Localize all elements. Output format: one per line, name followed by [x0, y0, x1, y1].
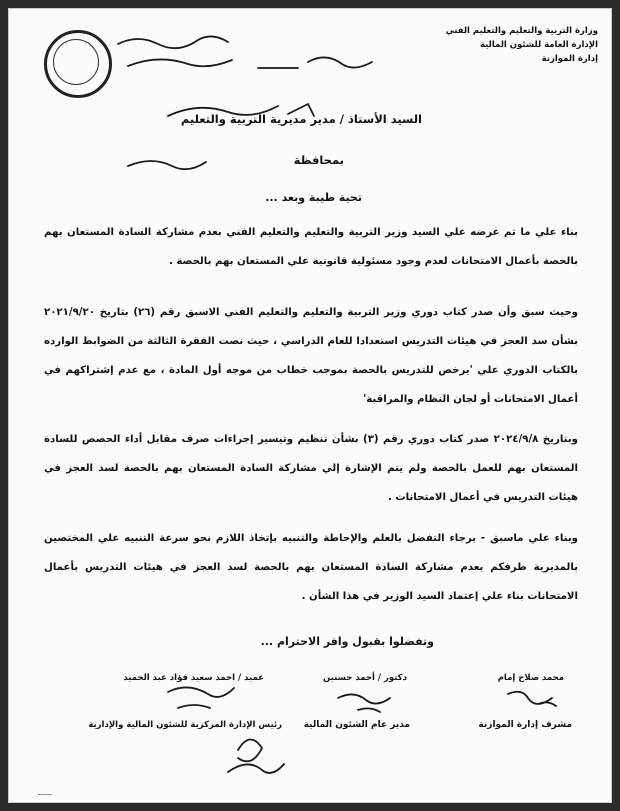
handwritten-signatures — [68, 680, 588, 780]
addressee-line2: بمحافظة — [293, 153, 344, 167]
paragraph-2: وحيث سبق وأن صدر كتاب دوري وزير التربية والتعليم والتعليم الفني الاسبق رقم (٢٦) بتاريخ ٢٠٢١/٩/٢٠ بشأن سد العجز في هيئات التدريس استعدادا للعام الدراسي ، حيث نصت الفقرة الثالثة من الضوابط الوارده بالكتاب الدوري علي 'يرخص للتدريس بالحصة بموجب خطاب من موجه أول المادة ، مع عدم إشتراكهم في أعمال الامتحانات أو لجان النظام والمراقبة' — [44, 307, 579, 405]
closing: وتفضلوا بقبول وافر الاحترام ... — [260, 635, 434, 648]
signatory-1-name: محمد صلاح إمام — [497, 673, 564, 683]
handwritten-annotation — [108, 26, 408, 176]
signatory-2-title: مدير عام الشئون المالية — [303, 720, 410, 730]
paragraph-4: وبناء علي ماسبق - برجاء التفضل بالعلم والإحاطة والتنبيه بإتخاذ اللازم نحو سرعة التنبيه علي المختصين بالمديرية طرفكم بعدم مشاركة السادة المستعان بهم بالحصة لسد العجز في هيئات التدريس بأعمال الامتحانات بناء علي إعتماد السيد الوزير في هذا الشأن . — [44, 533, 578, 602]
signatory-3-title: رئيس الإدارة المركزية للشئون المالية والإدارية — [88, 720, 282, 730]
addressee-line1: السيد الأستاذ / مدير مديرية التربية والتعليم — [180, 112, 422, 126]
signatory-3-name: عميد / احمد سعيد فؤاد عبد الحميد — [123, 673, 264, 683]
section-name: إدارة الموازنة — [541, 54, 598, 64]
official-seal — [44, 30, 112, 98]
ministry-name: وزارة التربية والتعليم والتعليم الفني — [445, 26, 598, 36]
document-page — [8, 8, 612, 803]
greeting: تحية طيبة وبعد ... — [265, 191, 362, 204]
signatory-2-name: دكتور / أحمد حسنين — [323, 673, 407, 683]
paragraph-3: وبتاريخ ٢٠٢٤/٩/٨ صدر كتاب دوري رقم (٣) بشأن تنظيم وتيسير إجراءات صرف مقابل أداء الحصص للسادة المستعان بهم للعمل بالحصة ولم يتم الإشارة إلي مشاركة السادة المستعان بهم بالحصة لسد العجز في هيئات التدريس في أعمال الامتحانات . — [44, 434, 578, 503]
paragraph-1: بناء علي ما تم عرضه علي السيد وزير التربية والتعليم والتعليم الفني بعدم مشاركة السادة المستعان بهم بالحصة بأعمال الامتحانات لعدم وجود مسئولية قانونية علي المستعان بهم بالحصة . — [44, 227, 578, 267]
department-name: الإدارة العامة للشئون المالية — [480, 40, 598, 50]
signatory-1-title: مشرف إدارة الموازنة — [478, 720, 572, 730]
footer-mark — [38, 788, 52, 795]
